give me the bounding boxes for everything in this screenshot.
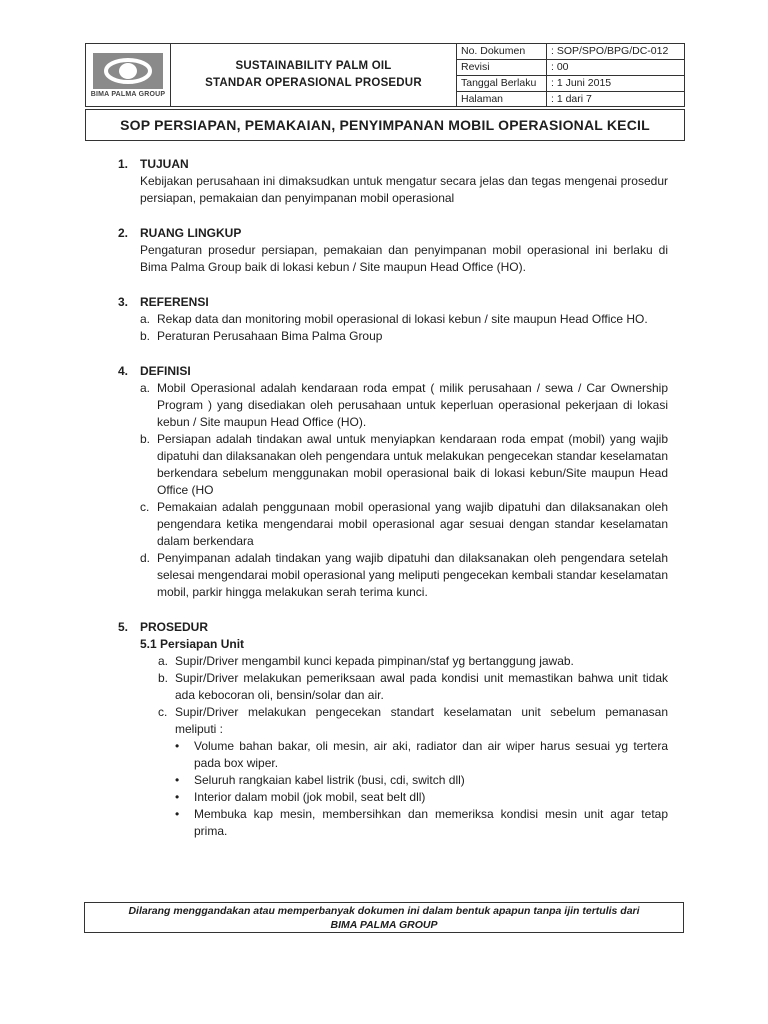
- meta-value: : 1 Juni 2015: [551, 77, 612, 89]
- section-title: TUJUAN: [140, 157, 189, 171]
- bullet-text: Volume bahan bakar, oli mesin, air aki, radiator dan air wiper harus sesuai yg tertera pada box wiper.: [194, 739, 668, 770]
- item-text: Mobil Operasional adalah kendaraan roda empat ( milik perusahaan / sewa / Car Ownership Program ) yang disediakan oleh perusahaan untuk keperluan operasional pekerjaan di lokasi kebun / Site maupun Head Office (HO).: [157, 381, 668, 429]
- item-text: Supir/Driver mengambil kunci kepada pimpinan/staf yg bertanggung jawab.: [175, 654, 574, 668]
- meta-value: : SOP/SPO/BPG/DC-012: [551, 45, 669, 57]
- meta-row-doc-number: [457, 44, 684, 59]
- meta-row-effective-date: [457, 75, 684, 91]
- meta-key: Halaman: [457, 92, 547, 107]
- section-definisi: [118, 363, 668, 601]
- section-heading: [118, 294, 668, 311]
- section-ruang-lingkup: [118, 225, 668, 276]
- bullet-text: Membuka kap mesin, membersihkan dan memeriksa kondisi mesin unit agar tetap prima.: [194, 807, 668, 838]
- meta-key: Revisi: [457, 60, 547, 75]
- item-text: Pemakaian adalah penggunaan mobil operasional yang wajib dipatuhi dan dilaksanakan oleh pengendara ketika mengendarai mobil operasional agar sesuai dengan standar keselamatan dalam berkendara: [157, 500, 668, 548]
- section-text: Kebijakan perusahaan ini dimaksudkan untuk mengatur secara jelas dan tegas mengenai prosedur persiapan, pemakaian dan penyimpanan mobil operasional: [140, 174, 668, 205]
- meta-value: : 1 dari 7: [551, 93, 592, 105]
- footer-line1: Dilarang menggandakan atau memperbanyak dokumen ini dalam bentuk apapun tanpa ijin tertulis dari: [128, 905, 640, 917]
- list-item: [140, 328, 668, 345]
- item-text: Persiapan adalah tindakan awal untuk menyiapkan kendaraan roda empat (mobil) yang wajib dipatuhi dan dilaksanakan oleh pengendara untuk melakukan pengecekan standar keselamatan berkendara sebelum menggunakan mobil operasional baik di lokasi kebun/Site maupun Head Office (HO: [157, 432, 668, 497]
- bullet-item: [175, 789, 668, 806]
- document-header: [85, 43, 685, 107]
- bullet-text: Seluruh rangkaian kabel listrik (busi, cdi, switch dll): [194, 773, 465, 787]
- bullet-text: Interior dalam mobil (jok mobil, seat belt dll): [194, 790, 426, 804]
- list-item: [158, 670, 668, 704]
- header-title-line2: STANDAR OPERASIONAL PROSEDUR: [205, 77, 422, 89]
- list-item: [140, 550, 668, 601]
- section-number: 3.: [118, 295, 129, 309]
- section-referensi: [118, 294, 668, 345]
- section-list: [140, 380, 668, 601]
- footer-line2: BIMA PALMA GROUP: [330, 919, 438, 931]
- item-letter: d.: [140, 551, 151, 565]
- item-text: Supir/Driver melakukan pemeriksaan awal pada kondisi unit memastikan bahwa unit tidak ada kebocoran oli, bensin/solar dan air.: [175, 671, 668, 702]
- meta-row-page: [457, 91, 684, 107]
- section-title: RUANG LINGKUP: [140, 226, 242, 240]
- item-letter: a.: [140, 381, 151, 395]
- section-tujuan: [118, 156, 668, 207]
- bullet-item: [175, 772, 668, 789]
- meta-key: No. Dokumen: [457, 44, 547, 59]
- section-text: Pengaturan prosedur persiapan, pemakaian dan penyimpanan mobil operasional ini berlaku di Bima Palma Group baik di lokasi kebun / Site maupun Head Office (HO).: [140, 243, 668, 274]
- footer-notice: [84, 902, 684, 933]
- subsection-title: 5.1 Persiapan Unit: [140, 637, 245, 651]
- item-letter: a.: [140, 312, 151, 326]
- item-text: Penyimpanan adalah tindakan yang wajib dipatuhi dan dilaksanakan oleh pengendara setelah selesai mengendarai mobil operasional yang meliputi pengecekan kembali standar keselamatan mobil, parkir hingga melakukan serah terima kunci.: [157, 551, 668, 599]
- document-title: SOP PERSIAPAN, PEMAKAIAN, PENYIMPANAN MOBIL OPERASIONAL KECIL: [85, 109, 685, 141]
- logo-emblem-icon: [93, 53, 163, 89]
- bullet-list: [175, 738, 668, 840]
- list-item: [158, 653, 668, 670]
- bullet-item: [175, 738, 668, 772]
- bullet-item: [175, 806, 668, 840]
- list-item: [140, 499, 668, 550]
- bullet-icon: •: [175, 773, 180, 787]
- company-logo: [86, 44, 171, 106]
- item-text: Supir/Driver melakukan pengecekan standart keselamatan unit sebelum pemanasan meliputi :: [175, 705, 668, 736]
- section-heading: [118, 363, 668, 380]
- section-title: DEFINISI: [140, 364, 191, 378]
- subsection-list: [158, 653, 668, 840]
- section-heading: [118, 156, 668, 173]
- section-number: 5.: [118, 620, 129, 634]
- section-number: 4.: [118, 364, 129, 378]
- document-body: [0, 156, 768, 840]
- item-text: Peraturan Perusahaan Bima Palma Group: [157, 329, 383, 343]
- bullet-icon: •: [175, 790, 180, 804]
- bullet-icon: •: [175, 739, 180, 753]
- meta-row-revision: [457, 59, 684, 75]
- meta-value: : 00: [551, 61, 569, 73]
- item-letter: c.: [158, 705, 168, 719]
- document-meta-table: [457, 44, 684, 106]
- list-item: [140, 431, 668, 499]
- bullet-icon: •: [175, 807, 180, 821]
- item-letter: c.: [140, 500, 150, 514]
- list-item: [158, 704, 668, 738]
- item-text: Rekap data dan monitoring mobil operasional di lokasi kebun / site maupun Head Office HO.: [157, 312, 648, 326]
- section-heading: [118, 619, 668, 636]
- section-prosedur: [118, 619, 668, 840]
- item-letter: b.: [140, 432, 151, 446]
- section-title: REFERENSI: [140, 295, 209, 309]
- header-title: [171, 44, 457, 106]
- logo-text: BIMA PALMA GROUP: [90, 90, 166, 98]
- section-number: 2.: [118, 226, 129, 240]
- item-letter: b.: [158, 671, 169, 685]
- item-letter: a.: [158, 654, 169, 668]
- meta-key: Tanggal Berlaku: [457, 76, 547, 91]
- section-heading: [118, 225, 668, 242]
- item-letter: b.: [140, 329, 151, 343]
- list-item: [140, 380, 668, 431]
- header-title-line1: SUSTAINABILITY PALM OIL: [235, 60, 392, 72]
- section-title: PROSEDUR: [140, 620, 209, 634]
- list-item: [140, 311, 668, 328]
- section-number: 1.: [118, 157, 129, 171]
- section-list: [140, 311, 668, 345]
